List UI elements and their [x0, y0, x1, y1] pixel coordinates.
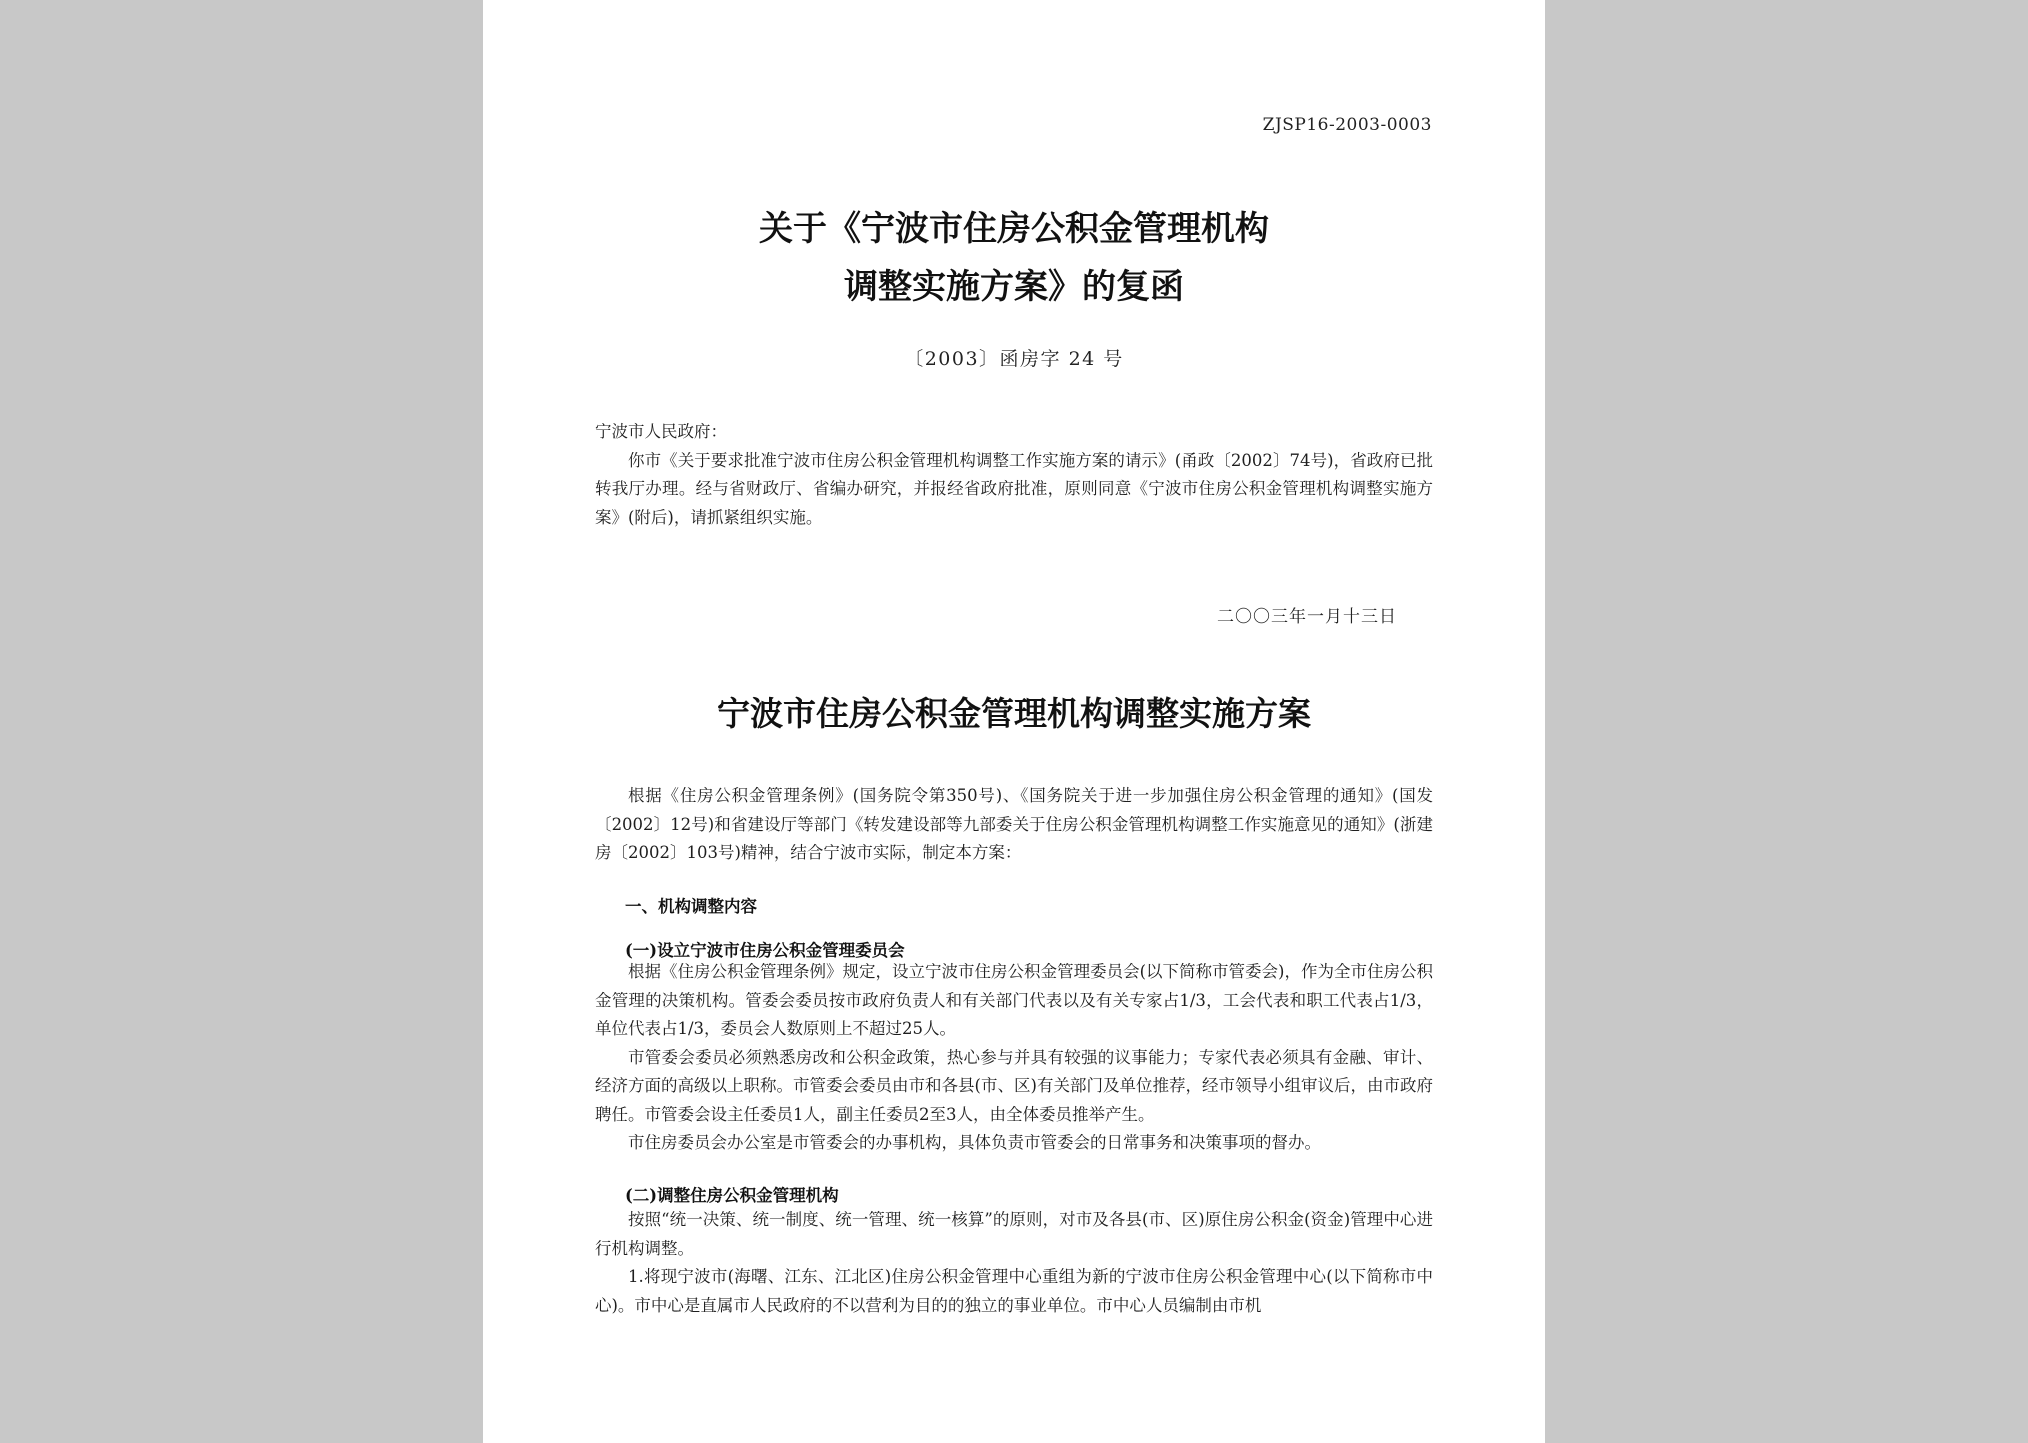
section1-heading: 一、机构调整内容: [625, 897, 757, 916]
letter-body: [595, 418, 1433, 532]
sub2-paragraph-2: 1.将现宁波市(海曙、江东、江北区)住房公积金管理中心重组为新的宁波市住房公积金管理中心(以下简称市中心)。市中心是直属市人民政府的不以营利为目的的独立的事业单位。市中心人员编制由市机: [595, 1267, 1433, 1315]
letter-title-line1: 关于《宁波市住房公积金管理机构: [759, 209, 1269, 249]
sub1-heading: (一)设立宁波市住房公积金管理委员会: [625, 941, 905, 960]
letter-title: [483, 200, 1545, 316]
letter-date: 二〇〇三年一月十三日: [1217, 607, 1397, 627]
sub2-paragraphs: [595, 1206, 1433, 1320]
file-number: 〔2003〕函房字 24 号: [904, 348, 1124, 370]
letter-title-line2: 调整实施方案》的复函: [844, 267, 1184, 307]
sub1-paragraph-1: 根据《住房公积金管理条例》规定，设立宁波市住房公积金管理委员会(以下简称市管委会)，作为全市住房公积金管理的决策机构。管委会委员按市政府负责人和有关部门代表以及有关专家占1/3，工会代表和职工代表占1/3，单位代表占1/3，委员会人数原则上不超过25人。: [595, 962, 1433, 1038]
plan-title: 宁波市住房公积金管理机构调整实施方案: [717, 694, 1311, 733]
sub1-paragraph-3: 市住房委员会办公室是市管委会的办事机构，具体负责市管委会的日常事务和决策事项的督办。: [628, 1133, 1321, 1152]
document-page: [483, 0, 1545, 1443]
sub1-paragraphs: [595, 958, 1433, 1158]
intro-paragraph: 根据《住房公积金管理条例》(国务院令第350号)、《国务院关于进一步加强住房公积金管理的通知》(国发〔2002〕12号)和省建设厅等部门《转发建设部等九部委关于住房公积金管理机构调整工作实施意见的通知》(浙建房〔2002〕103号)精神，结合宁波市实际，制定本方案：: [595, 786, 1433, 862]
sub2-paragraph-1: 按照“统一决策、统一制度、统一管理、统一核算”的原则，对市及各县(市、区)原住房公积金(资金)管理中心进行机构调整。: [595, 1210, 1433, 1258]
salutation: 宁波市人民政府：: [595, 422, 727, 441]
plan-intro: [595, 782, 1433, 868]
sub1-paragraph-2: 市管委会委员必须熟悉房改和公积金政策，热心参与并具有较强的议事能力；专家代表必须具有金融、审计、经济方面的高级以上职称。市管委会委员由市和各县(市、区)有关部门及单位推荐，经市领导小组审议后，由市政府聘任。市管委会设主任委员1人，副主任委员2至3人，由全体委员推举产生。: [595, 1047, 1433, 1124]
letter-paragraph: 你市《关于要求批准宁波市住房公积金管理机构调整工作实施方案的请示》(甬政〔2002〕74号)，省政府已批转我厅办理。经与省财政厅、省编办研究，并报经省政府批准，原则同意《宁波市住房公积金管理机构调整实施方案》(附后)，请抓紧组织实施。: [595, 450, 1433, 527]
sub2-heading: (二)调整住房公积金管理机构: [625, 1186, 839, 1205]
document-code: ZJSP16-2003-0003: [1262, 115, 1432, 135]
